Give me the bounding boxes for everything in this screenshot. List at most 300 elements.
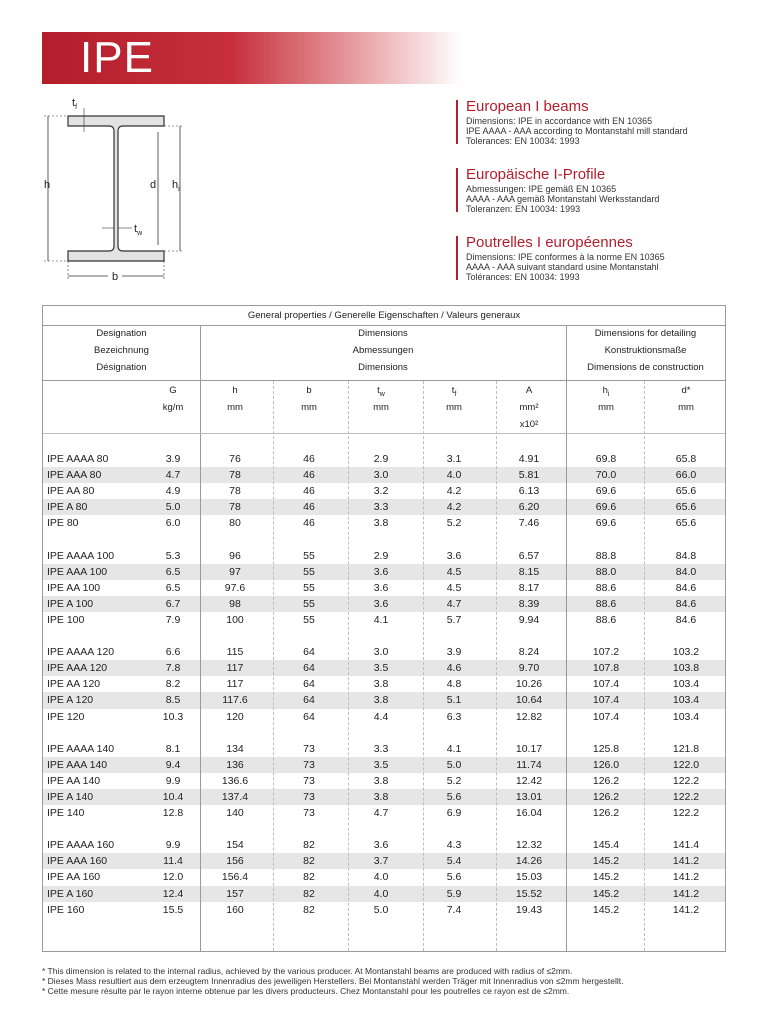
designation-cell: IPE AA 160 — [47, 871, 101, 884]
column-symbol-sub: w — [379, 390, 385, 398]
description-line: Abmessungen: IPE gemäß EN 10365 — [466, 184, 617, 194]
value-cell: 5.6 — [446, 790, 462, 803]
column-unit: mm² — [519, 402, 539, 413]
value-cell: 103.4 — [672, 678, 700, 691]
table-row — [43, 612, 725, 628]
value-cell: 8.17 — [518, 581, 540, 594]
description-en — [456, 98, 756, 146]
table-row — [43, 483, 725, 499]
value-cell: 15.5 — [162, 903, 184, 916]
value-cell: 3.6 — [373, 581, 389, 594]
value-cell: 2.9 — [373, 549, 389, 562]
value-cell: 5.3 — [165, 549, 181, 562]
value-cell: 69.8 — [595, 453, 617, 465]
column-symbol-text: h — [232, 385, 238, 396]
column-header — [279, 382, 339, 433]
column-divider — [348, 381, 349, 951]
value-cell: 3.0 — [373, 646, 389, 659]
designation-cell: IPE 160 — [47, 903, 85, 916]
detailing-header — [566, 325, 725, 381]
footnote: * Dieses Mass resultiert aus dem erzeugtem Innenradius des jeweiligen Herstellers. Bei Montanstahl werden Träger mit Innenradius von ≤2mm hergestellt. — [42, 976, 624, 986]
value-cell: 3.8 — [373, 517, 389, 530]
column-symbol-text: b — [306, 385, 312, 396]
value-cell: 6.13 — [518, 485, 540, 498]
value-cell: 6.7 — [165, 597, 181, 610]
value-cell: 141.2 — [672, 887, 700, 900]
value-cell: 64 — [303, 710, 315, 723]
value-cell: 103.4 — [672, 694, 700, 707]
value-cell: 103.2 — [672, 646, 700, 659]
ibeam-diagram — [40, 96, 220, 292]
value-cell: 65.6 — [675, 517, 697, 530]
value-cell: 5.6 — [446, 871, 462, 884]
value-cell: 82 — [303, 839, 315, 852]
value-cell: 6.9 — [446, 807, 462, 820]
column-unit: mm — [446, 402, 462, 413]
value-cell: 65.6 — [675, 501, 697, 514]
value-cell: 8.1 — [165, 742, 181, 755]
column-symbol-sub: f — [454, 390, 457, 398]
value-cell: 8.39 — [518, 597, 540, 610]
description-heading: European I beams — [466, 98, 589, 115]
value-cell: 88.6 — [595, 581, 617, 594]
column-separator — [566, 325, 567, 951]
value-cell: 126.2 — [592, 790, 620, 803]
value-cell: 103.8 — [672, 662, 700, 675]
footnote: * This dimension is related to the internal radius, achieved by the various producer. At Montanstahl beams are produced with radius of ≤2mm. — [42, 966, 573, 976]
value-cell: 3.6 — [373, 565, 389, 578]
value-cell: 5.0 — [373, 903, 389, 916]
column-symbol — [651, 382, 721, 399]
value-cell: 125.8 — [592, 742, 620, 755]
value-cell: 69.6 — [595, 501, 617, 514]
value-cell: 12.32 — [515, 839, 543, 852]
detailing-label-de: Konstruktionsmaße — [604, 345, 687, 356]
value-cell: 3.3 — [373, 742, 389, 755]
description-line: AAAA - AAA suivant standard usine Montanstahl — [466, 262, 659, 272]
value-cell: 141.2 — [672, 871, 700, 884]
value-cell: 80 — [229, 517, 241, 530]
tw-label: $t_w$ — [134, 223, 143, 237]
table-row — [43, 709, 725, 725]
value-cell: 3.8 — [373, 774, 389, 787]
value-cell: 103.4 — [672, 710, 700, 723]
value-cell: 156 — [226, 855, 244, 868]
column-unit-extra — [571, 416, 641, 433]
value-cell: 4.91 — [518, 453, 540, 465]
value-cell: 46 — [303, 517, 315, 530]
value-cell: 141.4 — [672, 839, 700, 852]
value-cell: 4.2 — [446, 485, 462, 498]
table-row — [43, 886, 725, 902]
column-symbol-text: t — [377, 385, 380, 396]
value-cell: 46 — [303, 469, 315, 482]
description-de — [456, 166, 756, 214]
column-separator — [200, 325, 201, 951]
designation-cell: IPE AA 100 — [47, 581, 101, 594]
value-cell: 84.8 — [675, 549, 697, 562]
footnotes — [42, 966, 742, 996]
value-cell: 3.3 — [373, 501, 389, 514]
description-line: Dimensions: IPE conformes à la norme EN 10365 — [466, 252, 665, 262]
designation-cell: IPE AAAA 100 — [47, 549, 115, 562]
table-row — [43, 451, 725, 467]
column-header — [424, 382, 484, 433]
value-cell: 120 — [226, 710, 244, 723]
value-cell: 10.4 — [162, 790, 184, 803]
value-cell: 97.6 — [224, 581, 246, 594]
value-cell: 126.0 — [592, 758, 620, 771]
value-cell: 5.7 — [446, 613, 462, 626]
designation-cell: IPE AAA 80 — [47, 469, 102, 482]
value-cell: 3.8 — [373, 790, 389, 803]
value-cell: 73 — [303, 742, 315, 755]
group-spacer — [43, 821, 725, 837]
designation-cell: IPE AAA 140 — [47, 758, 108, 771]
column-unit: mm — [678, 402, 694, 413]
value-cell: 122.2 — [672, 790, 700, 803]
value-cell: 84.6 — [675, 613, 697, 626]
value-cell: 88.0 — [595, 565, 617, 578]
description-heading: Poutrelles I européennes — [466, 234, 633, 251]
value-cell: 9.9 — [165, 774, 181, 787]
designation-header — [43, 325, 200, 381]
designation-cell: IPE AAAA 120 — [47, 646, 115, 659]
column-unit: kg/m — [162, 402, 184, 413]
value-cell: 66.0 — [675, 469, 697, 482]
value-cell: 122.2 — [672, 807, 700, 820]
table-row — [43, 660, 725, 676]
designation-cell: IPE A 120 — [47, 694, 94, 707]
value-cell: 10.3 — [162, 710, 184, 723]
description-line: Tolerances: EN 10034: 1993 — [466, 136, 580, 146]
designation-cell: IPE A 80 — [47, 501, 88, 514]
column-divider — [496, 381, 497, 951]
value-cell: 154 — [226, 839, 244, 852]
value-cell: 4.1 — [446, 742, 462, 755]
description-line: IPE AAAA - AAA according to Montanstahl mill standard — [466, 126, 688, 136]
value-cell: 13.01 — [515, 790, 543, 803]
value-cell: 10.17 — [515, 742, 543, 755]
value-cell: 137.4 — [221, 790, 249, 803]
title-banner — [42, 32, 462, 84]
value-cell: 117 — [226, 678, 244, 691]
value-cell: 73 — [303, 790, 315, 803]
value-cell: 3.6 — [446, 549, 462, 562]
value-cell: 157 — [226, 887, 244, 900]
table-row — [43, 805, 725, 821]
value-cell: 82 — [303, 887, 315, 900]
value-cell: 96 — [229, 549, 241, 562]
value-cell: 4.9 — [165, 485, 181, 498]
value-cell: 10.64 — [515, 694, 543, 707]
value-cell: 4.7 — [373, 807, 389, 820]
designation-cell: IPE 80 — [47, 517, 79, 530]
table-row — [43, 515, 725, 531]
table-body — [43, 451, 725, 918]
value-cell: 6.20 — [518, 501, 540, 514]
value-cell: 5.4 — [446, 855, 462, 868]
value-cell: 8.2 — [165, 678, 181, 691]
tf-label: $t_f$ — [72, 97, 78, 111]
column-divider — [273, 381, 274, 951]
value-cell: 14.26 — [515, 855, 543, 868]
value-cell: 73 — [303, 774, 315, 787]
group-spacer — [43, 628, 725, 644]
column-symbol — [424, 382, 484, 399]
column-header — [205, 382, 265, 433]
column-unit: mm — [598, 402, 614, 413]
value-cell: 3.8 — [373, 694, 389, 707]
value-cell: 10.26 — [515, 678, 543, 691]
value-cell: 98 — [229, 597, 241, 610]
column-unit-extra — [205, 416, 265, 433]
column-unit: mm — [373, 402, 389, 413]
value-cell: 107.4 — [592, 678, 620, 691]
value-cell: 64 — [303, 678, 315, 691]
designation-cell: IPE AA 120 — [47, 678, 101, 691]
table-row — [43, 580, 725, 596]
value-cell: 69.6 — [595, 485, 617, 498]
designation-cell: IPE 100 — [47, 613, 85, 626]
value-cell: 6.5 — [165, 565, 181, 578]
value-cell: 82 — [303, 871, 315, 884]
value-cell: 3.9 — [165, 453, 181, 465]
footnote: * Cette mesure résulte par le rayon interne obtenue par les divers producteurs. Chez Montanstahl pour les poutrelles ce rayon est de ≤2mm. — [42, 986, 570, 996]
table-row — [43, 757, 725, 773]
value-cell: 12.8 — [162, 807, 184, 820]
designation-cell: IPE AAA 160 — [47, 855, 108, 868]
column-symbol-text: t — [451, 385, 455, 396]
description-fr — [456, 234, 756, 282]
value-cell: 7.4 — [446, 903, 462, 916]
column-header — [651, 382, 721, 433]
value-cell: 145.2 — [592, 855, 620, 868]
value-cell: 3.9 — [446, 646, 462, 659]
header-rule — [43, 433, 725, 434]
value-cell: 7.8 — [165, 662, 181, 675]
value-cell: 136.6 — [221, 774, 249, 787]
value-cell: 145.2 — [592, 871, 620, 884]
table-row — [43, 564, 725, 580]
value-cell: 4.0 — [373, 871, 389, 884]
value-cell: 4.6 — [446, 662, 462, 675]
value-cell: 88.6 — [595, 613, 617, 626]
table-row — [43, 789, 725, 805]
table-row — [43, 741, 725, 757]
value-cell: 78 — [229, 469, 241, 482]
value-cell: 8.5 — [165, 694, 181, 707]
value-cell: 15.52 — [515, 887, 543, 900]
value-cell: 55 — [303, 597, 315, 610]
designation-cell: IPE A 140 — [47, 790, 94, 803]
group-spacer — [43, 725, 725, 741]
value-cell: 6.3 — [446, 710, 462, 723]
value-cell: 3.0 — [373, 469, 389, 482]
value-cell: 73 — [303, 758, 315, 771]
value-cell: 55 — [303, 549, 315, 562]
table-row — [43, 499, 725, 515]
value-cell: 134 — [226, 742, 244, 755]
description-line: Tolérances: EN 10034: 1993 — [466, 272, 580, 282]
value-cell: 46 — [303, 501, 315, 514]
table-row — [43, 596, 725, 612]
value-cell: 4.5 — [446, 581, 462, 594]
designation-cell: IPE AAAA 140 — [47, 742, 115, 755]
value-cell: 6.6 — [165, 646, 181, 659]
value-cell: 3.1 — [446, 453, 462, 465]
value-cell: 145.2 — [592, 903, 620, 916]
table-row — [43, 548, 725, 564]
value-cell: 4.1 — [373, 613, 389, 626]
column-unit-extra: x10² — [519, 419, 539, 430]
value-cell: 46 — [303, 485, 315, 498]
value-cell: 55 — [303, 565, 315, 578]
value-cell: 107.4 — [592, 710, 620, 723]
b-label: b — [112, 271, 119, 283]
table-row — [43, 902, 725, 918]
column-unit: mm — [301, 402, 317, 413]
designation-cell: IPE AA 80 — [47, 485, 95, 498]
value-cell: 11.4 — [163, 855, 183, 868]
value-cell: 126.2 — [592, 774, 620, 787]
value-cell: 4.5 — [446, 565, 462, 578]
value-cell: 136 — [226, 758, 244, 771]
dimensions-label-de: Abmessungen — [352, 345, 414, 356]
value-cell: 19.43 — [515, 903, 543, 916]
designation-label-de: Bezeichnung — [94, 345, 149, 356]
value-cell: 4.0 — [446, 469, 462, 482]
column-unit-extra — [148, 416, 198, 433]
dimensions-header — [200, 325, 566, 381]
designation-cell: IPE AA 140 — [47, 774, 101, 787]
value-cell: 6.57 — [518, 549, 540, 562]
value-cell: 5.2 — [446, 774, 462, 787]
value-cell: 55 — [303, 613, 315, 626]
value-cell: 145.4 — [592, 839, 620, 852]
value-cell: 100 — [226, 613, 244, 626]
detailing-label-fr: Dimensions de construction — [587, 362, 704, 373]
value-cell: 122.0 — [672, 758, 700, 771]
table-row — [43, 773, 725, 789]
value-cell: 9.70 — [518, 662, 540, 675]
value-cell: 9.9 — [165, 839, 181, 852]
column-symbol — [351, 382, 411, 399]
column-symbol — [571, 382, 641, 399]
column-divider — [644, 381, 645, 951]
column-unit-extra — [351, 416, 411, 433]
designation-cell: IPE A 100 — [47, 597, 94, 610]
value-cell: 15.03 — [515, 871, 543, 884]
value-cell: 9.94 — [518, 613, 540, 626]
column-symbol — [279, 382, 339, 399]
table-row — [43, 837, 725, 853]
dimensions-label-en: Dimensions — [358, 328, 408, 339]
value-cell: 97 — [229, 565, 241, 578]
value-cell: 73 — [303, 807, 315, 820]
value-cell: 12.4 — [162, 887, 184, 900]
designation-cell: IPE 120 — [47, 710, 85, 723]
value-cell: 3.5 — [373, 662, 389, 675]
value-cell: 3.7 — [373, 855, 389, 868]
column-symbol-text: h — [602, 385, 608, 396]
designation-cell: IPE AAA 120 — [47, 662, 108, 675]
hi-label: $h_i$ — [172, 179, 180, 193]
value-cell: 84.0 — [675, 565, 697, 578]
value-cell: 5.9 — [446, 887, 462, 900]
value-cell: 76 — [229, 453, 241, 465]
value-cell: 65.8 — [675, 453, 697, 465]
value-cell: 5.2 — [446, 517, 462, 530]
column-symbol — [205, 382, 265, 399]
page-title: IPE — [80, 33, 154, 82]
value-cell: 78 — [229, 485, 241, 498]
value-cell: 121.8 — [672, 742, 700, 755]
value-cell: 4.8 — [446, 678, 462, 691]
value-cell: 140 — [226, 807, 244, 820]
value-cell: 4.7 — [165, 469, 181, 482]
column-unit-extra — [424, 416, 484, 433]
designation-cell: IPE AAAA 160 — [47, 839, 115, 852]
value-cell: 107.8 — [592, 662, 620, 675]
value-cell: 70.0 — [595, 469, 617, 482]
value-cell: 84.6 — [675, 597, 697, 610]
description-heading: Europäische I-Profile — [466, 166, 606, 183]
description-line: Toleranzen: EN 10034: 1993 — [466, 204, 581, 214]
value-cell: 4.2 — [446, 501, 462, 514]
value-cell: 156.4 — [221, 871, 249, 884]
column-header — [351, 382, 411, 433]
column-unit-extra — [279, 416, 339, 433]
value-cell: 4.3 — [446, 839, 462, 852]
h-label: h — [44, 179, 51, 191]
value-cell: 122.2 — [672, 774, 700, 787]
group-spacer — [43, 531, 725, 547]
table-row — [43, 692, 725, 708]
dimensions-label-fr: Dimensions — [358, 362, 408, 373]
description-line: AAAA - AAA gemäß Montanstahl Werksstandard — [466, 194, 660, 204]
table-row — [43, 853, 725, 869]
value-cell: 3.6 — [373, 597, 389, 610]
value-cell: 145.2 — [592, 887, 620, 900]
value-cell: 4.4 — [373, 710, 389, 723]
value-cell: 8.24 — [518, 646, 540, 659]
value-cell: 64 — [303, 694, 315, 707]
table-row — [43, 676, 725, 692]
column-symbol-text: A — [525, 385, 533, 396]
value-cell: 6.5 — [165, 581, 181, 594]
value-cell: 126.2 — [592, 807, 620, 820]
value-cell: 6.0 — [165, 517, 181, 530]
designation-cell: IPE 140 — [47, 807, 85, 820]
value-cell: 78 — [229, 501, 241, 514]
value-cell: 46 — [303, 453, 315, 465]
value-cell: 141.2 — [672, 855, 700, 868]
value-cell: 64 — [303, 646, 315, 659]
detailing-label-en: Dimensions for detailing — [594, 328, 697, 339]
designation-cell: IPE AAA 100 — [47, 565, 108, 578]
properties-table — [42, 305, 726, 952]
column-unit-extra — [651, 416, 721, 433]
column-header — [571, 382, 641, 433]
value-cell: 88.8 — [595, 549, 617, 562]
value-cell: 5.1 — [446, 694, 462, 707]
value-cell: 55 — [303, 581, 315, 594]
value-cell: 3.5 — [373, 758, 389, 771]
designation-label-fr: Désignation — [96, 362, 147, 373]
value-cell: 9.4 — [165, 758, 181, 771]
value-cell: 12.42 — [515, 774, 543, 787]
